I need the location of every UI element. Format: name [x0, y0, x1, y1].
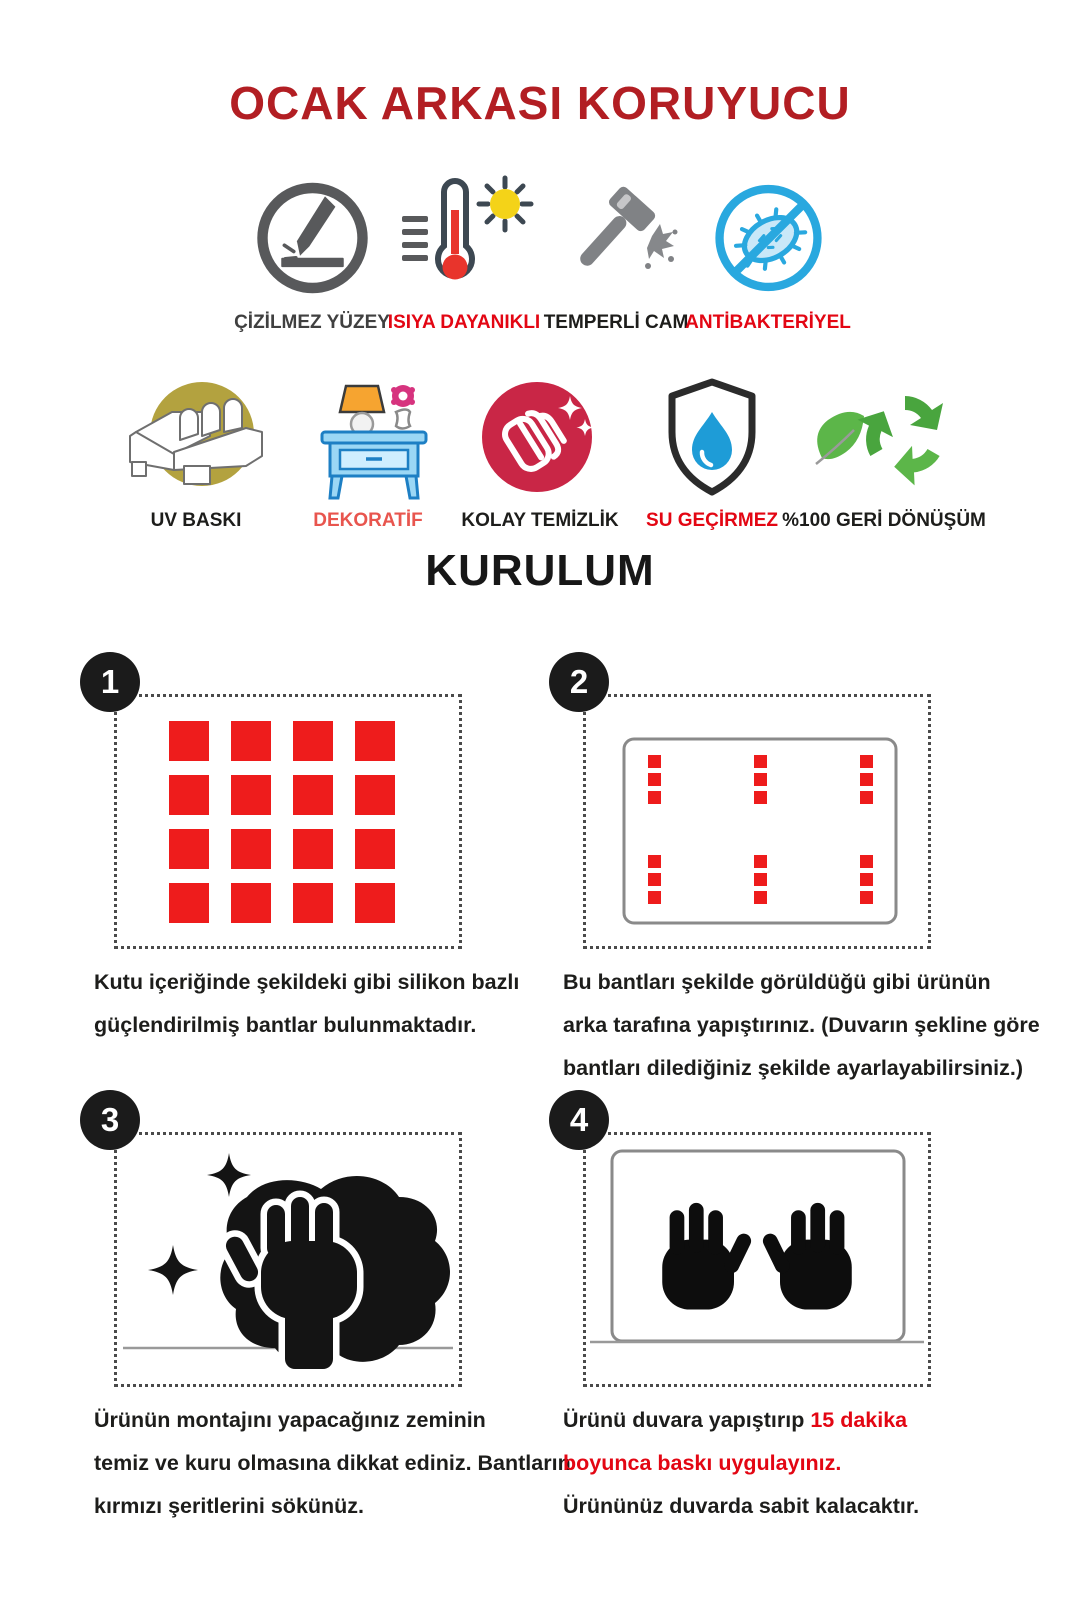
tempered-glass-icon — [549, 174, 684, 302]
feature-label: ISIYA DAYANIKLI — [387, 312, 541, 333]
step-number-badge: 2 — [549, 652, 609, 712]
step-4-illustration-box — [583, 1132, 931, 1387]
step-1 — [80, 652, 545, 1090]
feature-label: TEMPERLİ CAM — [543, 312, 689, 333]
step-4-caption: Ürünü duvara yapıştırıp 15 dakika boyunca baskı uygulayınız. Ürününüz duvarda sabit kalacaktır. — [563, 1408, 920, 1518]
feature-recycle — [782, 374, 986, 532]
feature-label: KOLAY TEMİZLİK — [461, 510, 619, 531]
feature-uv-print — [110, 374, 282, 532]
step-2-caption: Bu bantları şekilde görüldüğü gibi ürünün arka tarafına yapıştırınız. (Duvarın şekline göre bantları dilediğiniz şekilde ayarlayabilirsiniz.) — [563, 970, 1040, 1080]
easy-clean-icon — [473, 374, 608, 500]
step-1-caption: Kutu içeriğinde şekildeki gibi silikon bazlı güçlendirilmiş bantlar bulunmaktadır. — [94, 970, 520, 1037]
step-3 — [80, 1090, 571, 1528]
step-number-badge: 4 — [549, 1090, 609, 1150]
feature-row-1 — [0, 174, 1080, 334]
feature-label: %100 GERİ DÖNÜŞÜM — [782, 510, 986, 531]
antibacterial-icon — [706, 174, 831, 302]
step-2-illustration-box — [583, 694, 931, 949]
section-heading-kurulum: KURULUM — [425, 546, 655, 595]
feature-waterproof — [626, 374, 798, 532]
feature-tempered-glass — [540, 174, 692, 334]
step-1-illustration-box — [114, 694, 462, 949]
adhesive-pads-grid-illustration — [117, 697, 459, 946]
feature-label: ANTİBAKTERİYEL — [685, 312, 851, 333]
feature-easy-clean — [454, 374, 626, 532]
step-3-illustration-box — [114, 1132, 462, 1387]
panel-back-tape-illustration — [586, 697, 928, 946]
step-number-badge: 1 — [80, 652, 140, 712]
feature-antibacterial — [685, 174, 851, 334]
installation-steps — [0, 652, 1080, 1528]
waterproof-icon — [652, 374, 772, 500]
poster-title: OCAK ARKASI KORUYUCU — [229, 77, 851, 129]
step-4 — [549, 1090, 1019, 1528]
uv-print-icon — [114, 374, 279, 500]
feature-heat-resistant — [388, 174, 540, 334]
step-number-badge: 3 — [80, 1090, 140, 1150]
feature-label: UV BASKI — [150, 510, 242, 531]
feature-label: DEKORATİF — [313, 510, 423, 531]
feature-decorative — [282, 374, 454, 532]
feature-label: ÇİZİLMEZ YÜZEY — [234, 312, 390, 333]
pressing-hands-illustration — [586, 1135, 928, 1384]
recycle-icon — [802, 374, 967, 500]
decorative-icon — [296, 374, 441, 500]
heat-resistant-icon — [392, 174, 537, 302]
step-3-caption: Ürünün montajını yapacağınız zeminin temiz ve kuru olmasına dikkat ediniz. Bantların kırmızı şeritlerini sökünüz. — [94, 1408, 571, 1518]
scratch-proof-icon — [250, 174, 375, 302]
feature-scratch-proof — [236, 174, 388, 334]
feature-row-2 — [0, 374, 1080, 532]
cleaning-hand-illustration — [117, 1135, 459, 1384]
step-2 — [549, 652, 1040, 1090]
feature-label: SU GEÇİRMEZ — [646, 510, 778, 531]
